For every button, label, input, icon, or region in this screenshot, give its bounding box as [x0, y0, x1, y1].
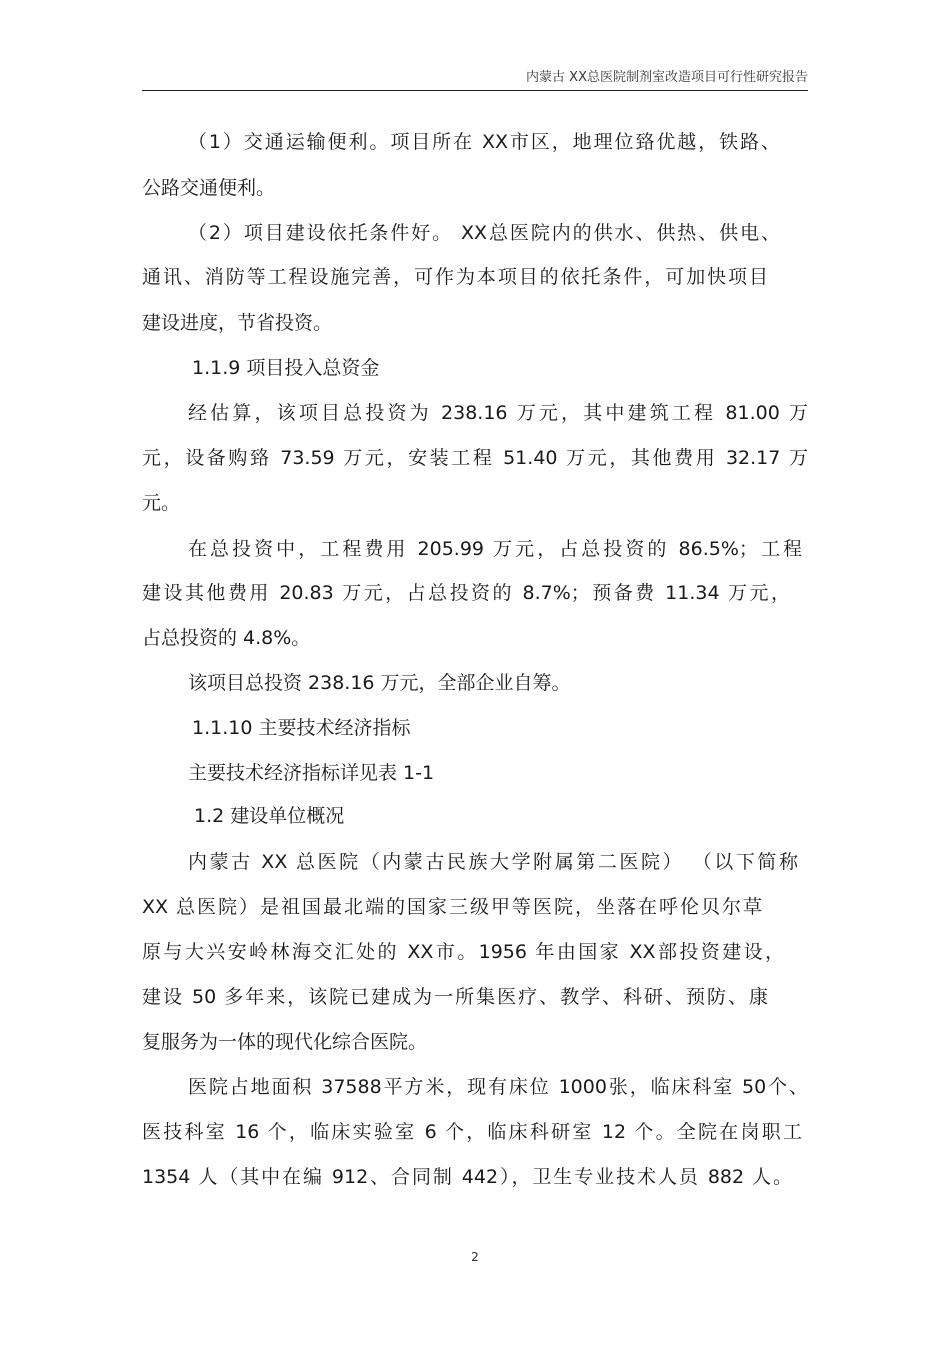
paragraph-line: 通讯、消防等工程设施完善，可作为本项目的依托条件，可加快项目	[142, 266, 768, 288]
paragraph-line: 内蒙古 XX 总医院（内蒙古民族大学附属第二医院） （以下简称	[188, 851, 798, 873]
paragraph-line: 主要技术经济指标详见表 1-1	[188, 762, 435, 784]
paragraph-line: 复服务为一体的现代化综合医院。	[142, 1031, 428, 1053]
paragraph-line: 医技科室 16 个，临床实验室 6 个，临床科研室 12 个。全院在岗职工	[142, 1121, 802, 1143]
paragraph-line: XX 总医院）是祖国最北端的国家三级甲等医院，坐落在呼伦贝尔草	[142, 896, 762, 918]
paragraph-line: 占总投资的 4.8%。	[142, 627, 311, 649]
page-number: 2	[471, 1250, 479, 1264]
paragraph-line: 该项目总投资 238.16 万元，全部企业自筹。	[188, 672, 571, 694]
paragraph-line: 公路交通便利。	[142, 177, 276, 199]
paragraph-line: 原与大兴安岭林海交汇处的 XX市。1956 年由国家 XX部投资建设，	[142, 941, 784, 963]
section-heading: 1.1.10 主要技术经济指标	[192, 717, 411, 739]
section-heading: 1.2 建设单位概况	[194, 805, 345, 827]
section-heading: 1.1.9 项目投入总资金	[192, 357, 380, 379]
paragraph-line: 元。	[142, 492, 181, 514]
paragraph-line: （1）交通运输便利。项目所在 XX市区，地理位臵优越，铁路、	[188, 131, 780, 153]
paragraph-line: 建设进度，节省投资。	[142, 312, 333, 334]
paragraph-line: 元，设备购臵 73.59 万元，安装工程 51.40 万元，其他费用 32.17 万	[142, 447, 808, 469]
paragraph-line: 在总投资中，工程费用 205.99 万元，占总投资的 86.5%；工程	[188, 538, 802, 560]
header-title: 内蒙古 XX总医院制剂室改造项目可行性研究报告	[526, 70, 808, 85]
paragraph-line: 医院占地面积 37588平方米，现有床位 1000张，临床科室 50个、	[188, 1076, 808, 1098]
paragraph-line: （2）项目建设依托条件好。 XX总医院内的供水、供热、供电、	[188, 222, 780, 244]
header-rule	[142, 90, 808, 91]
paragraph-line: 建设 50 多年来，该院已建成为一所集医疗、教学、科研、预防、康	[142, 986, 768, 1008]
paragraph-line: 经估算，该项目总投资为 238.16 万元，其中建筑工程 81.00 万	[188, 402, 808, 424]
paragraph-line: 建设其他费用 20.83 万元，占总投资的 8.7%；预备费 11.34 万元，	[142, 582, 790, 604]
paragraph-line: 1354 人（其中在编 912、合同制 442），卫生专业技术人员 882 人。	[142, 1166, 792, 1188]
